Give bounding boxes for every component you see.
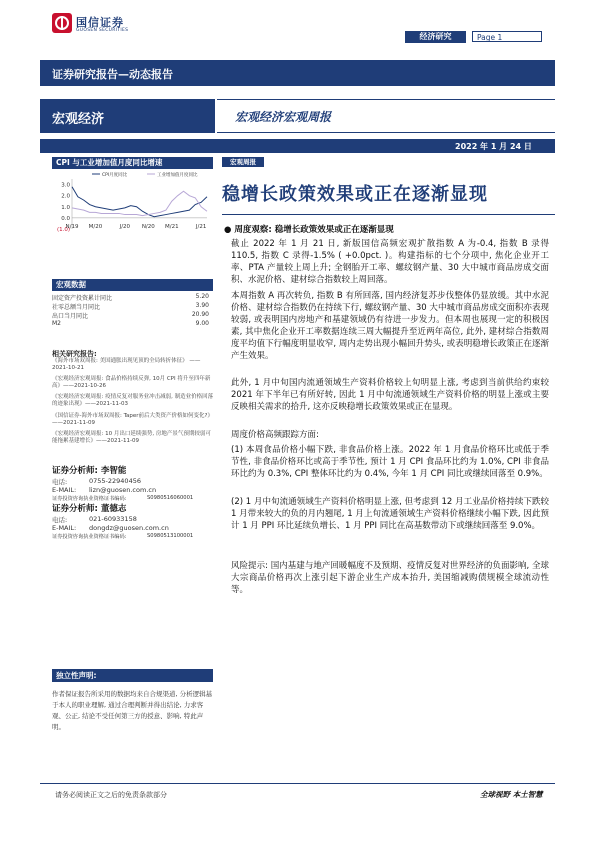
series-line-1 — [72, 191, 207, 215]
related-report-item[interactable]: 《宏观经济宏观周报: 10 月出口延续强势, 房地产景气预期较弱可能拖累基建增长》——2021-11-09 — [52, 431, 211, 444]
bullet-title: 周度观察: 稳增长政策效果或正在逐渐显现 — [234, 225, 394, 235]
macro-label: 出口当月同比 — [52, 313, 89, 320]
page-label: Page 1 — [472, 31, 542, 42]
cert-label: 证券投资咨询执业资格证书编码: — [52, 496, 127, 502]
related-report-item[interactable]: 《宏观经济宏观周报: 疫情反复对服务业冲击减弱, 制造业价格回落的迹象出现》——2021-11-03 — [52, 394, 214, 407]
footer-slogan: 全球视野 本土智慧 — [480, 790, 543, 799]
phone-value: 0755-22940456 — [89, 477, 141, 485]
related-report-item[interactable]: 《海外市场双周报: 美国通胀出现见顶的全局转折体征》 ——2021-10-21 — [52, 358, 201, 371]
phone-value: 021-60933158 — [89, 515, 137, 523]
y-tick-label: (1.0) — [56, 227, 70, 233]
weekly-tag: 宏观周报 — [222, 157, 264, 167]
paragraph: (2) 1 月中旬流通领域生产资料价格明显上涨, 但考虑到 12 月工业品价格持续下跌较 1 月带来较大的负的月内翘尾, 1 月上旬流通领域生产资料价格继续小幅下跌, 因此预计 1 月 PPI 环比延续负增长、1 月 PPI 同比在高基数带动下或继续回落至 9.0%。 — [231, 497, 549, 531]
analyst-cert — [52, 495, 213, 502]
footer-note: 请务必阅读正文之后的免责条款部分 — [55, 791, 167, 799]
analyst-name: 证券分析师: 董德志 — [52, 504, 127, 514]
paragraph: 截止 2022 年 1 月 21 日, 新版国信高频宏观扩散指数 A 为-0.4, 指数 B 录得 110.5, 指数 C 录得-1.5% ( +0.0pct. )。构建指标的七个分项中, 焦化企业开工率、PTA 产量较上周上升; 全钢胎开工率、螺纹钢产量、30 大中城市商品房成交面积、水泥价格、建材综合指数较上周回落。 — [231, 239, 549, 285]
section-tag: 经济研究 — [405, 31, 466, 43]
x-tick-label: M/21 — [164, 223, 179, 230]
cert-value: S0980516060001 — [147, 495, 194, 501]
analyst-cert — [52, 533, 213, 540]
analyst-email — [52, 486, 213, 494]
logo-mark — [52, 13, 72, 33]
cert-value: S0980513100001 — [147, 533, 194, 539]
logo-icon — [52, 13, 72, 33]
report-date: 2022 年 1 月 24 日 — [455, 142, 532, 151]
macro-data-title: 宏观数据 — [52, 279, 213, 291]
chart-panel-title: CPI 与工业增加值月度同比增速 — [52, 157, 213, 169]
email-link[interactable]: dongdz@guosen.com.cn — [89, 524, 169, 532]
risk-warning: 风险提示: 国内基建与地产回暖幅度不及预期、疫情反复对世界经济的负面影响, 全球大宗商品价格再次上涨引起下游企业生产成本抬升, 美国缩减购债规模全球流动性等。 — [231, 561, 549, 595]
legend-label: CPI月度同比 — [102, 173, 128, 178]
macro-value: 20.90 — [191, 311, 209, 318]
paragraph: (1) 本周食品价格小幅下跌, 非食品价格上涨。2022 年 1 月食品价格环比或低于季节性, 非食品价格环比或高于季节性, 预计 1 月 CPI 食品环比约为 1.0%, CPI 非食品环比约为 0.3%, CPI 整体环比约为 0.4%, 今年 1 月 CPI 同比或继续回落至 0.9%。 — [231, 445, 549, 479]
phone-label: 电话: — [52, 516, 68, 524]
headline-rule — [222, 214, 555, 215]
paragraph: 周度价格高频跟踪方面: — [231, 430, 319, 440]
report-type: 证券研究报告—动态报告 — [52, 68, 173, 81]
y-tick-label: 1.0 — [61, 204, 70, 211]
y-tick-label: 2.0 — [61, 193, 70, 200]
footer-rule — [40, 783, 555, 784]
x-tick-label: N/19 — [65, 223, 79, 230]
category: 宏观经济 — [52, 112, 105, 127]
related-reports-title: 相关研究报告: — [52, 350, 97, 358]
macro-row — [52, 293, 213, 302]
macro-row — [52, 311, 213, 320]
cert-label: 证券投资咨询执业资格证书编码: — [52, 534, 127, 540]
y-tick-label: 0.0 — [61, 215, 70, 222]
macro-label: 社零总额当月同比 — [52, 304, 101, 311]
series-title: 宏观经济宏观周报 — [235, 110, 332, 124]
phone-label: 电话: — [52, 478, 68, 486]
logo-subtitle: GUOSEN SECURITIES — [76, 28, 129, 33]
analyst-phone — [52, 515, 213, 524]
legend-label: 工业增加值月度同比 — [157, 173, 198, 178]
bullet-heading — [224, 223, 394, 235]
macro-value: 3.90 — [195, 302, 209, 309]
y-tick-label: 3.0 — [61, 182, 70, 189]
macro-value: 9.00 — [195, 320, 209, 327]
related-report-item[interactable]: 《国信证券-海外市场双周报: Taper前后大类资产价格如何变化?》——2021-11-09 — [52, 413, 213, 426]
paragraph: 此外, 1 月中旬国内流通领域生产资料价格较上旬明显上涨, 考虑到当前供给约束较 2021 年下半年已有所好转, 因此 1 月中旬流通领域生产资料价格的明显上涨或主要反映相关需求的拾升, 这亦反映稳增长政策效果或正在显现。 — [231, 378, 549, 412]
email-label: E-MAIL: — [52, 524, 77, 532]
macro-label: 固定资产投资累计同比 — [52, 295, 113, 302]
chart-area — [52, 169, 213, 249]
macro-row — [52, 302, 213, 311]
paragraph: 本周指数 A 再次转负, 指数 B 有所回落, 国内经济复苏步伐整体仍显放缓。其中水泥价格、建材综合指数仍在持续下行, 螺纹钢产量、30 大中城市商品房成交面积亦表现较弱, 或表明国内房地产和基建领域仍有待进一步发力。但本周也展现一定的积极因素, 其中焦化企业开工率数据连续三周大幅提升至近两年高位, 此外, 建材综合指数周度平均值下行幅度明显收窄, 周内走势出现小幅回升势头, 或表明稳增长政策正在逐渐产生效果。 — [231, 291, 549, 361]
analyst-name: 证券分析师: 李智能 — [52, 466, 127, 476]
disclaimer-title: 独立性声明: — [52, 669, 213, 682]
line-chart — [52, 169, 213, 249]
bullet-icon: ● — [224, 225, 232, 235]
disclaimer-body: 作者保证报告所采用的数据均来自合规渠道, 分析逻辑基于本人的职业理解, 通过合理判断并得出结论, 力求客观、公正, 结论不受任何第三方的授意、影响, 特此声明。 — [52, 690, 213, 731]
email-label: E-MAIL: — [52, 486, 77, 494]
logo-name: 国信证券 — [76, 16, 124, 29]
macro-value: 5.20 — [195, 293, 209, 300]
x-tick-label: N/20 — [141, 223, 155, 230]
analyst-phone — [52, 477, 213, 486]
related-report-item[interactable]: 《宏观经济宏观周报: 食品价格持续反弹, 10月 CPI 将升至四年新高》——2021-10-26 — [52, 376, 211, 389]
analyst-email — [52, 524, 213, 532]
headline: 稳增长政策效果或正在逐渐显现 — [222, 184, 488, 205]
macro-label: M2 — [52, 320, 61, 327]
x-tick-label: J/20 — [119, 223, 131, 230]
x-tick-label: J/21 — [195, 223, 207, 230]
x-tick-label: M/20 — [88, 223, 103, 230]
email-link[interactable]: lizn@guosen.com.cn — [89, 486, 157, 494]
macro-row — [52, 320, 213, 327]
